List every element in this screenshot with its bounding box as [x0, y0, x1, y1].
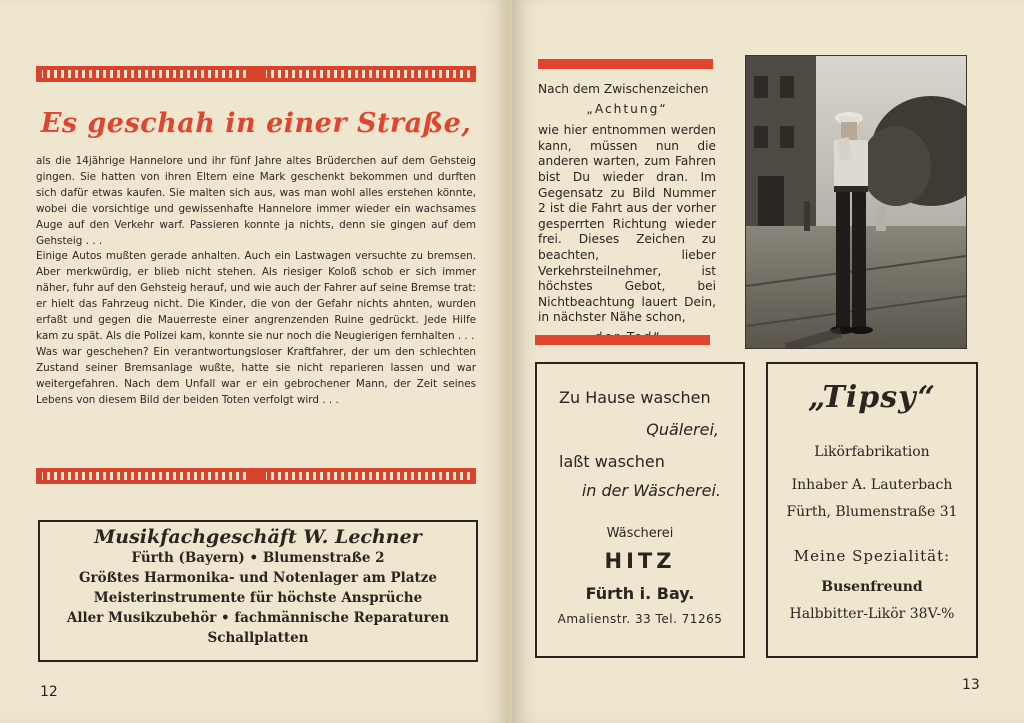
liqueur-line: Likörfabrikation	[814, 444, 930, 460]
ad-line: Meisterinstrumente für höchste Ansprüche	[93, 590, 423, 606]
page-number-right: 13	[962, 677, 980, 693]
laundry-line: in der Wäscherei.	[581, 481, 721, 500]
laundry-city: Fürth i. Bay.	[585, 584, 695, 603]
music-shop-advertisement	[38, 520, 478, 662]
bottom-decorative-band	[36, 468, 476, 484]
liqueur-line: Busenfreund	[821, 579, 923, 595]
laundry-line: Zu Hause waschen	[559, 388, 711, 407]
ad-line: Fürth (Bayern) • Blumenstraße 2	[131, 550, 385, 566]
story-paragraph: als die 14jährige Hannelore und ihr fünf Jahre altes Brüderchen auf dem Gehsteig gingen. Sie hatten von ihren Eltern eine Mark geschenkt bekommen und durften sich dafür etwas kaufen. Sie malten sich aus, was man wohl alles erstehen könnte, wobei die vorsichtige und gewissenhafte Hannelore immer wieder ein wachsames Auge auf den Verkehr warf. Passieren konnte ja nichts, denn sie gingen auf dem Gehsteig . . .	[36, 155, 476, 247]
traffic-signal-text	[538, 82, 716, 352]
ad-line: Aller Musikzubehör • fachmännische Reparaturen	[66, 610, 450, 626]
liqueur-line: Inhaber A. Lauterbach	[791, 477, 953, 493]
liqueur-line: Halbbitter-Likör 38V-%	[789, 606, 955, 622]
liqueur-line: Fürth, Blumenstraße 31	[786, 504, 958, 520]
laundry-label: Wäscherei	[606, 526, 674, 541]
music-shop-name: Musikfachgeschäft W. Lechner	[94, 526, 422, 548]
policeman-photo-image	[746, 56, 966, 348]
left-page	[0, 0, 510, 723]
story-text	[36, 154, 476, 409]
top-red-bar	[538, 59, 713, 69]
top-decorative-band	[36, 66, 476, 82]
laundry-company-name: HITZ	[604, 549, 676, 573]
laundry-advertisement	[535, 362, 745, 658]
laundry-address: Amalienstr. 33 Tel. 71265	[557, 612, 723, 626]
ad-line: Größtes Harmonika- und Notenlager am Platze	[78, 570, 437, 586]
laundry-line: Quälerei,	[646, 420, 719, 439]
story-paragraph: Was war geschehen? Ein verantwortungsloser Kraftfahrer, der um den schlechten Zustand seiner Bremsanlage wußte, hatte sie nicht reparieren lassen und war weitergefahren. Nach dem Unfall war er ein gebrochener Mann, der Zeit seines Lebens von diesem Bild der beiden Toten verfolgt wird . . .	[36, 345, 476, 406]
ad-line: Schallplatten	[207, 630, 309, 646]
traffic-police-photo	[745, 55, 967, 349]
story-headline: Es geschah in einer Straße,	[40, 108, 472, 139]
text-body: wie hier entnommen werden kann, müssen nun die anderen warten, zum Fahren bist Du wieder dran. Im Gegensatz zu Bild Nummer 2 ist die Fahrt aus der vorher gesperrten Richtung wieder frei. Dieses Zeichen zu beachten, lieber Verkehrsteilnehmer, ist höchstes Gebot, bei Nichtbeachtung lauert Dein, in nächster Nähe schon,	[538, 123, 716, 325]
liqueur-line: Meine Spezialität:	[793, 547, 951, 565]
story-paragraph: Einige Autos mußten gerade anhalten. Auch ein Lastwagen versuchte zu bremsen. Aber merkwürdig, er blieb nicht stehen. Als riesiger Koloß schob er sich immer näher, fuhr auf den Gehsteig herauf, und wie auch der Fahrer auf seine Bremse trat: er hielt das Fahrzeug nicht. Die Kinder, die von der Gefahr nichts ahnten, wurden erfaßt und gegen die Mauerreste einer angrenzenden Ruine gedrückt. Jede Hilfe kam zu spät. Als die Polizei kam, konnte sie nur noch die Neugierigen fernhalten . . .	[36, 250, 476, 342]
page-number-left: 12	[40, 684, 58, 700]
liqueur-brand: „Tipsy“	[808, 380, 936, 415]
text-signal: „Achtung“	[586, 101, 668, 116]
bottom-red-bar	[535, 335, 710, 345]
laundry-line: laßt waschen	[559, 452, 665, 471]
text-intro: Nach dem Zwischenzeichen	[538, 82, 709, 96]
liqueur-advertisement	[766, 362, 978, 658]
